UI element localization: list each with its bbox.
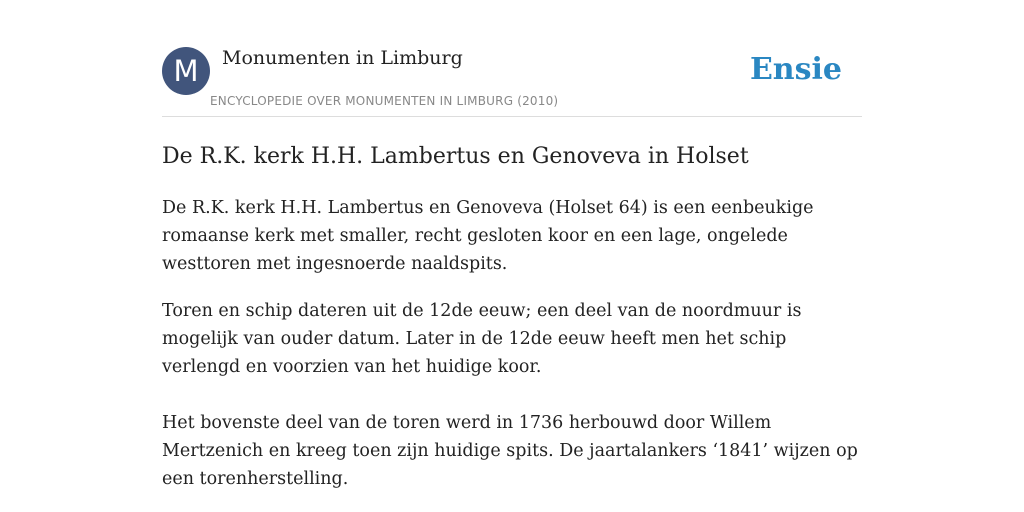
article-title: De R.K. kerk H.H. Lambertus en Genoveva in Holset bbox=[162, 144, 749, 169]
source-header bbox=[162, 0, 862, 117]
article-paragraph-2: Toren en schip dateren uit de 12de eeuw; een deel van de noordmuur is mogelijk van ouder datum. Later in de 12de eeuw heeft men het schip verlengd en voorzien van het huidige koor. bbox=[162, 301, 802, 377]
source-subtitle: ENCYCLOPEDIE OVER MONUMENTEN IN LIMBURG (2010) bbox=[210, 94, 559, 108]
source-title[interactable]: Monumenten in Limburg bbox=[222, 47, 463, 69]
article-paragraph-3: Het bovenste deel van de toren werd in 1736 herbouwd door Willem Mertzenich en kreeg toen zijn huidige spits. De jaartalankers ‘1841’ wijzen op een torenherstelling. bbox=[162, 413, 858, 489]
article-card bbox=[162, 0, 862, 493]
source-avatar[interactable]: M bbox=[162, 47, 210, 95]
article-paragraph-1: De R.K. kerk H.H. Lambertus en Genoveva (Holset 64) is een eenbeukige romaanse kerk met smaller, recht gesloten koor en een lage, ongelede westtoren met ingesnoerde naaldspits. bbox=[162, 198, 814, 274]
ensie-logo[interactable]: Ensie bbox=[749, 52, 842, 87]
